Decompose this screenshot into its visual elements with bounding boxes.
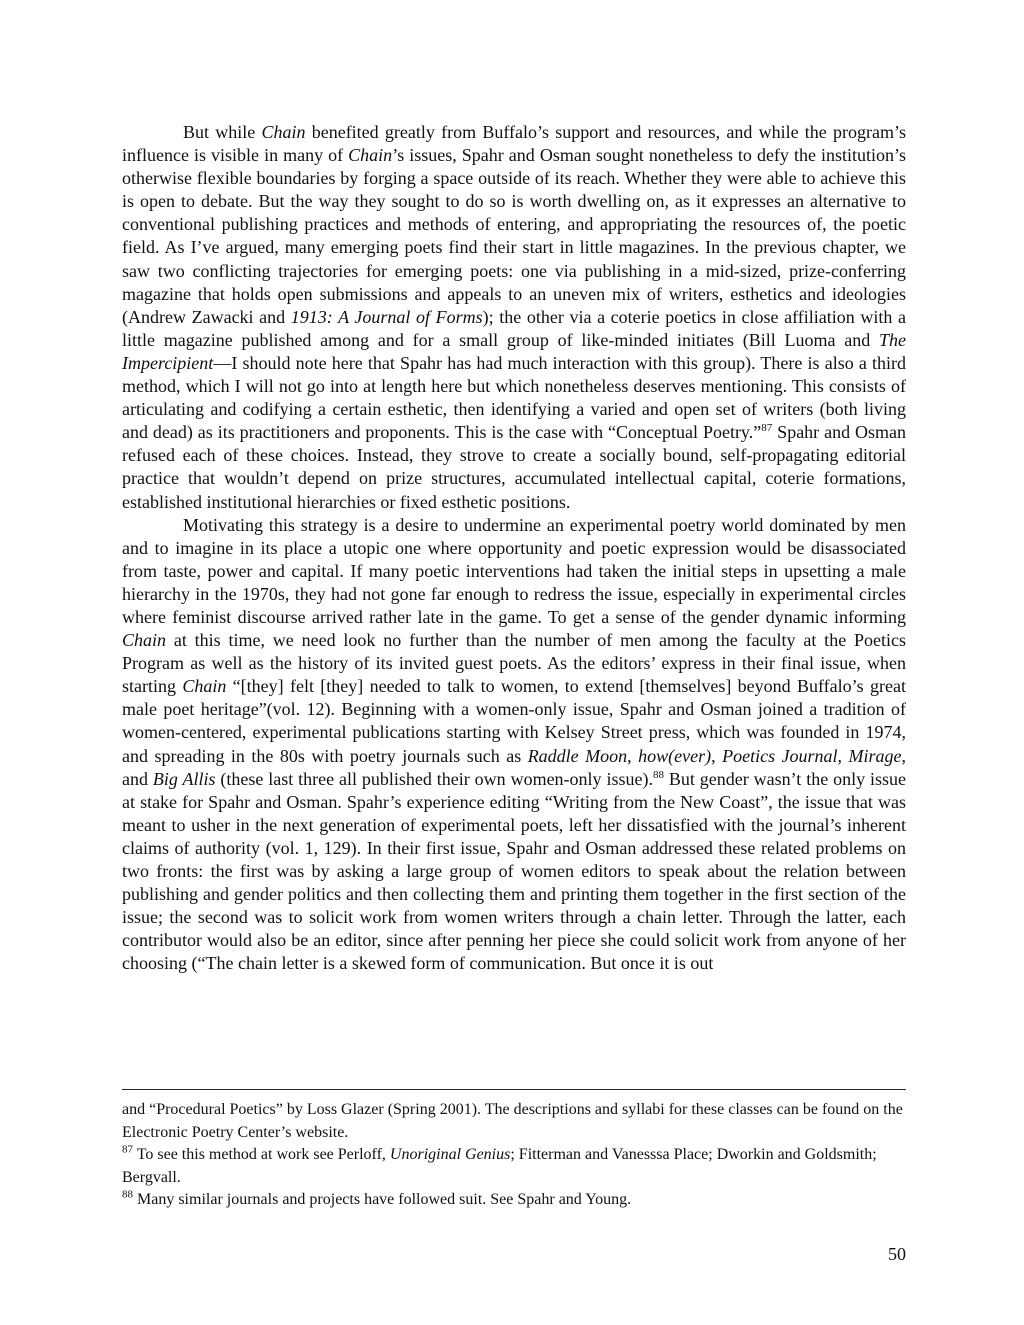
footnotes — [122, 1099, 906, 1212]
text-run: ); the other via a coterie poetics in close affiliation with a little magazine published among and for a small group of like-minded initiates (Bill Luoma and — [122, 306, 906, 350]
text-run: Spahr and Osman refused each of these choices. Instead, they strove to create a socially bound, self-propagating editorial practice that wouldn’t depend on prize structures, accumulated intellectual capital, coterie formations, established institutional hierarchies or fixed esthetic positions. — [122, 422, 906, 512]
text-run: , — [711, 745, 723, 766]
italic-title: Chain — [122, 630, 167, 651]
text-run: Motivating this strategy is a desire to undermine an experimental poetry world dominated by men and to imagine in its place a utopic one where opportunity and poetic expression would be disassociated from taste, power and capital. If many poetic interventions had taken the initial steps in upsetting a male hierarchy in the 1970s, they had not gone far enough to redress the issue, especially in experimental circles where feminist discourse arrived rather late in the game. To get a sense of the gender dynamic informing — [122, 514, 906, 627]
text-run: benefited greatly from Buffalo’s support and resources, and while the program’s influence is visible in many of — [122, 122, 906, 166]
footnote-marker: 87 — [122, 1143, 133, 1156]
footnote-87 — [122, 1144, 906, 1189]
footnote-ref[interactable]: 87 — [761, 422, 773, 435]
text-run: at this time, we need look no further than the number of men among the faculty at the Poetics Program as well as the history of its invited guest poets. As the editors’ express in their final issue, when starting — [122, 630, 906, 697]
text-run: To see this method at work see Perloff, — [133, 1146, 390, 1163]
italic-title: Unoriginal Genius — [389, 1146, 511, 1163]
italic-title: Mirage — [848, 745, 902, 766]
italic-title: The Impercipient — [122, 329, 906, 373]
paragraph — [122, 514, 906, 976]
text-run: “[they] felt [they] needed to talk to women, to extend [themselves] beyond Buffalo’s great male poet heritage”(vol. 12). Beginning with a women-only issue, Spahr and Osman joined a tradition of women-centered, experimental publications starting with Kelsey Street press, which was founded in 1974, and spreading in the 80s with poetry journals such as — [122, 676, 906, 766]
paragraph — [122, 121, 906, 514]
text-run: But while — [183, 122, 262, 142]
body-text — [122, 121, 906, 975]
text-run: Many similar journals and projects have followed suit. See Spahr and Young. — [133, 1191, 632, 1208]
footnote-ref[interactable]: 88 — [652, 768, 664, 781]
text-run: ; Fitterman and Vanesssa Place; Dworkin and Goldsmith; Bergvall. — [122, 1146, 877, 1186]
text-run: ’s issues, Spahr and Osman sought nonetheless to defy the institution’s otherwise flexible boundaries by forging a space outside of its reach. Whether they were able to achieve this is open to debate. But the way they sought to do so is worth dwelling on, as it expresses an alternative to conventional publishing practices and methods of entering, and appropriating the resources of, the poetic field. As I’ve argued, many emerging poets find their start in little magazines. In the previous chapter, we saw two conflicting trajectories for emerging poets: one via publishing in a mid-sized, prize-conferring magazine that holds open submissions and appeals to an uneven mix of writers, esthetics and ideologies (Andrew Zawacki and — [122, 145, 907, 327]
italic-title: how(ever) — [638, 745, 712, 766]
text-run: (these last three all published their own women-only issue). — [215, 768, 653, 789]
footnote-continued: and “Procedural Poetics” by Loss Glazer (Spring 2001). The descriptions and syllabi for these classes can be found on the Electronic Poetry Center’s website. — [122, 1101, 903, 1141]
italic-title: Chain — [261, 122, 306, 142]
italic-title: Chain — [182, 676, 227, 697]
text-run: , — [837, 745, 849, 766]
italic-title: Chain — [348, 145, 393, 166]
footnote-88 — [122, 1189, 906, 1212]
page-number: 50 — [888, 1244, 906, 1264]
italic-title: Poetics Journal — [722, 745, 838, 766]
italic-title: Big Allis — [152, 768, 216, 789]
footnote-marker: 88 — [122, 1188, 133, 1201]
footnote-separator — [122, 1089, 906, 1090]
italic-title: 1913: A Journal of Forms — [290, 306, 483, 327]
italic-title: Raddle Moon — [527, 745, 628, 766]
text-run: , — [627, 745, 639, 766]
text-run: —I should note here that Spahr has had much interaction with this group). There is also a third method, which I will not go into at length here but which nonetheless deserves mentioning. This consists of articulating and codifying a certain esthetic, then identifying a varied and open set of writers (both living and dead) as its practitioners and proponents. This is the case with “Conceptual Poetry.” — [122, 352, 906, 443]
text-run: , and — [122, 745, 907, 789]
text-run: But gender wasn’t the only issue at stake for Spahr and Osman. Spahr’s experience editing “Writing from the New Coast”, the issue that was meant to usher in the next generation of experimental poets, left her dissatisfied with the journal’s inherent claims of authority (vol. 1, 129). In their first issue, Spahr and Osman addressed these related problems on two fronts: the first was by asking a large group of women editors to speak about the relation between publishing and gender politics and then collecting them and printing them together in the first section of the issue; the second was to solicit work from women writers through a chain letter. Through the latter, each contributor would also be an editor, since after penning her piece she could solicit work from anyone of her choosing (“The chain letter is a skewed form of communication. But once it is out — [122, 768, 906, 974]
